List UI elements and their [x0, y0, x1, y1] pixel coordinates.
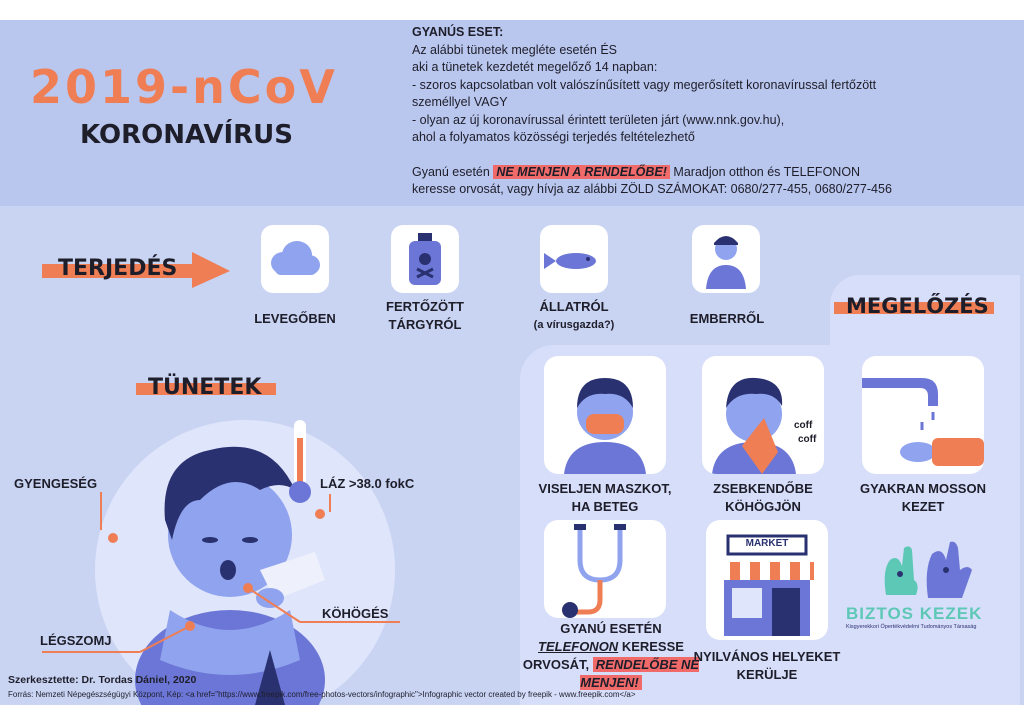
breath-pointer	[40, 618, 200, 658]
symptom-cough: KÖHÖGÉS	[322, 606, 389, 621]
info-line-5: - olyan az új koronavírussal érintett területen járt (www.nnk.gov.hu),	[412, 112, 785, 127]
wash-label-l2: KEZET	[901, 499, 945, 514]
spread-title: TERJEDÉS	[58, 256, 178, 281]
spread-label-animal-l1: ÁLLATRÓL	[539, 299, 609, 314]
page-title: 2019-nCoV	[30, 60, 338, 114]
fever-pointer	[310, 492, 350, 522]
person-icon	[692, 225, 760, 293]
mask-card	[544, 356, 666, 474]
spread-label-air: LEVEGŐBEN	[254, 311, 336, 326]
cloud-icon	[261, 225, 329, 293]
symptoms-title: TÜNETEK	[148, 375, 262, 400]
info-line-3: - szoros kapcsolatban volt valószínűsített vagy megerősített koronavírussal fertőzött	[412, 77, 877, 92]
wash-label-l1: GYAKRAN MOSSON	[860, 481, 986, 496]
spread-label-object	[370, 298, 480, 334]
wash-label	[846, 480, 1000, 516]
warning-suffix: Maradjon otthon és TELEFONON	[669, 164, 861, 179]
coughing-person-icon	[702, 356, 824, 474]
mask-label-l1: VISELJEN MASZKOT,	[538, 481, 672, 496]
doctor-label-phone: TELEFONON	[538, 639, 619, 654]
infographic-poster	[0, 20, 1024, 705]
tissue-card	[702, 356, 824, 474]
biztos-kezek-logo-text: BIZTOS KEZEK	[846, 604, 983, 623]
market-label-l1: NYILVÁNOS HELYEKET	[693, 649, 841, 664]
market-card	[706, 520, 828, 640]
bottle-icon-box	[391, 225, 459, 293]
suspicious-case-info	[412, 24, 1012, 199]
info-line-2: aki a tünetek kezdetét megelőző 14 napban:	[412, 60, 658, 74]
spread-label-object-l1: FERTŐZÖTT	[386, 299, 464, 314]
spread-label-object-l2: TÁRGYRÓL	[388, 317, 462, 332]
cloud-icon-box	[261, 225, 329, 293]
doctor-label-warning: RENDELŐBE NE MENJEN!	[580, 657, 700, 690]
doctor-label-l1: GYANÚ ESETÉN	[560, 621, 662, 636]
tissue-coff-1: coff	[794, 420, 813, 431]
tissue-label-l1: ZSEBKENDŐBE	[713, 481, 813, 496]
hand-washing-icon	[862, 356, 984, 474]
doctor-label-doctor: ORVOSÁT,	[522, 657, 593, 672]
doctor-card	[544, 520, 666, 618]
spread-label-animal	[514, 298, 634, 334]
warning-highlight: NE MENJEN A RENDELŐBE!	[493, 165, 670, 179]
spread-label-animal-l2: (a vírusgazda?)	[533, 319, 615, 331]
fish-icon-box	[540, 225, 608, 293]
fish-icon	[540, 225, 608, 293]
prevention-panel-top	[830, 275, 1020, 365]
symptom-breath: LÉGSZOMJ	[40, 633, 112, 648]
masked-person-icon	[544, 356, 666, 474]
market-label	[692, 648, 842, 684]
info-line-1: Az alábbi tünetek megléte esetén ÉS	[412, 42, 617, 57]
market-sign-text: MARKET	[745, 538, 789, 549]
cough-pointer	[240, 580, 410, 630]
spread-label-human: EMBERRŐL	[689, 311, 765, 326]
prevention-title: MEGELŐZÉS	[846, 294, 989, 318]
symptom-fever: LÁZ >38.0 fokC	[320, 476, 415, 491]
tissue-label-l2: KÖHÖGJÖN	[725, 499, 801, 514]
mask-label-l2: HA BETEG	[571, 499, 639, 514]
warning-prefix: Gyanú esetén	[412, 164, 494, 179]
info-line-4: személlyel VAGY	[412, 95, 508, 109]
mask-label	[528, 480, 682, 516]
footer-editor: Szerkesztette: Dr. Tordas Dániel, 2020	[8, 674, 197, 686]
doctor-label-call: KERESSE	[618, 639, 684, 654]
info-heading: GYANÚS ESET:	[412, 25, 504, 39]
tissue-label	[688, 480, 838, 516]
symptom-weakness: GYENGESÉG	[14, 476, 98, 491]
footer-source: Forrás: Nemzeti Népegészségügyi Központ, Kép: <a href="https://www.freepik.com/free-photos-vectors/infographic">Infographic vector created by freepik - www.freepik.com</a>	[8, 690, 636, 699]
person-icon-box	[692, 225, 760, 293]
wash-card	[862, 356, 984, 474]
info-line-6: ahol a folyamatos közösségi terjedés feltételezhető	[412, 130, 695, 144]
warning-line	[412, 164, 1012, 182]
tissue-coff-2: coff	[798, 434, 817, 445]
biztos-kezek-logo-subtext: Kisgyerekkori Öpertékvédelmi Tudományos Társaság	[846, 624, 977, 630]
weakness-pointer	[95, 490, 135, 550]
poison-bottle-icon	[391, 225, 459, 293]
warning-line-2: keresse orvosát, vagy hívja az alábbi ZÖLD SZÁMOKAT: 0680/277-455, 0680/277-456	[412, 182, 892, 196]
page-subtitle: KORONAVÍRUS	[80, 120, 293, 150]
sick-person-illustration	[110, 430, 390, 705]
biztos-kezek-logo-hands	[876, 540, 976, 600]
stethoscope-icon	[544, 520, 666, 618]
market-label-l2: KERÜLJE	[736, 667, 798, 682]
